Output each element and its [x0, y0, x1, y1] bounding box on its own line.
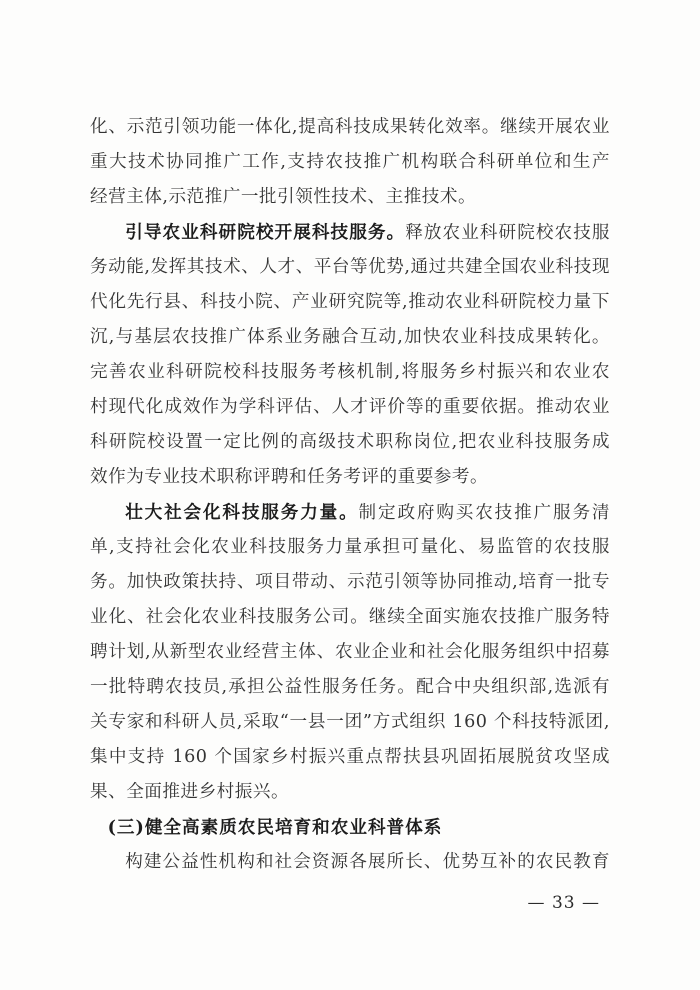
text-line: 代化先行县、科技小院、产业研究院等,推动农业科研院校力量下 — [90, 292, 610, 312]
text-line: 务。加快政策扶持、项目带动、示范引领等协同推动,培育一批专 — [90, 572, 610, 592]
text-line: 一批特聘农技员,承担公益性服务任务。配合中央组织部,选派有 — [90, 677, 610, 697]
paragraph-lead-emphasis: 引导农业科研院校开展科技服务。 — [125, 222, 406, 243]
text-line: 效作为专业技术职称评聘和任务考评的重要参考。 — [90, 467, 489, 487]
text-line: 科研院校设置一定比例的高级技术职称岗位,把农业科技服务成 — [90, 432, 610, 452]
text-line: 构建公益性机构和社会资源各展所长、优势互补的农民教育 — [125, 852, 610, 872]
body-text — [90, 110, 610, 880]
text-line — [90, 495, 610, 530]
section-heading: (三)健全高素质农民培育和农业科普体系 — [107, 817, 443, 838]
text-line: 务动能,发挥其技术、人才、平台等优势,通过共建全国农业科技现 — [90, 257, 610, 277]
text-line: 果、全面推进乡村振兴。 — [90, 782, 290, 802]
text-run: 制定政府购买农技推广服务清 — [358, 503, 610, 523]
paragraph-lead-emphasis: 壮大社会化科技服务力量。 — [125, 502, 359, 523]
text-line: 重大技术协同推广工作,支持农技推广机构联合科研单位和生产 — [90, 152, 610, 172]
text-line: 沉,与基层农技推广体系业务融合互动,加快农业科技成果转化。 — [90, 327, 610, 347]
text-line: 集中支持 160 个国家乡村振兴重点帮扶县巩固拓展脱贫攻坚成 — [90, 747, 610, 767]
text-line: 经营主体,示范推广一批引领性技术、主推技术。 — [90, 187, 477, 207]
text-line: 关专家和科研人员,采取“一县一团”方式组织 160 个科技特派团, — [90, 712, 610, 732]
text-line: 单,支持社会化农业科技服务力量承担可量化、易监管的农技服 — [90, 537, 610, 557]
text-line — [90, 215, 610, 250]
text-line: 完善农业科研院校科技服务考核机制,将服务乡村振兴和农业农 — [90, 362, 610, 382]
text-run: 释放农业科研院校农技服 — [405, 223, 610, 243]
text-line: 聘计划,从新型农业经营主体、农业企业和社会化服务组织中招募 — [90, 642, 610, 662]
page-number: — 33 — — [527, 893, 600, 913]
text-line: 村现代化成效作为学科评估、人才评价等的重要依据。推动农业 — [90, 397, 610, 417]
text-line: 化、示范引领功能一体化,提高科技成果转化效率。继续开展农业 — [90, 117, 610, 137]
text-line: 业化、社会化农业科技服务公司。继续全面实施农技推广服务特 — [90, 607, 610, 627]
